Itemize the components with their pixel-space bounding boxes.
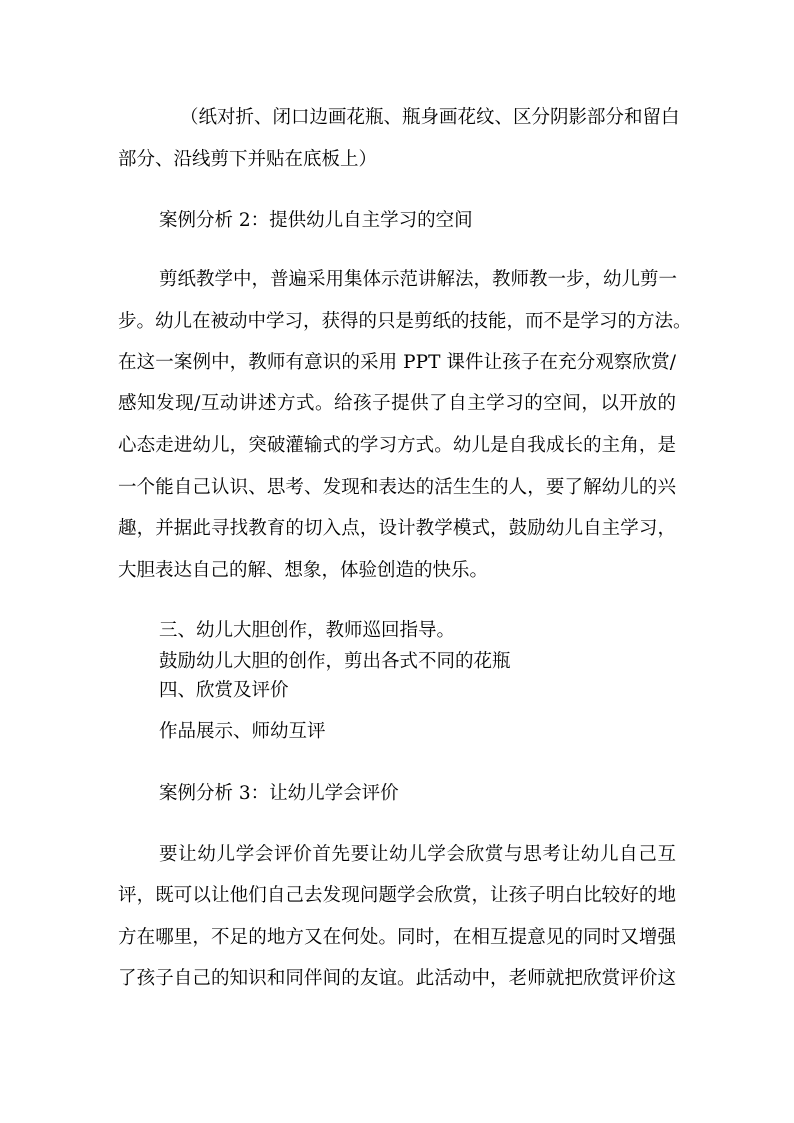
step-4-text: 作品展示、师幼互评	[159, 721, 326, 742]
case-2-line-4: 感知发现/互动讲述方式。给孩子提供了自主学习的空间，以开放的	[118, 393, 676, 414]
intro-line-2: 部分、沿线剪下并贴在底板上）	[118, 149, 378, 170]
case-2-line-6: 一个能自己认识、思考、发现和表达的活生生的人，要了解幼儿的兴	[118, 477, 676, 498]
intro-line-1: （纸对折、闭口边画花瓶、瓶身画花纹、区分阴影部分和留白	[180, 107, 680, 128]
case-2-line-2: 步。幼儿在被动中学习，获得的只是剪纸的技能，而不是学习的方法。	[118, 311, 692, 332]
case-3-heading: 案例分析 3：让幼儿学会评价	[159, 783, 399, 804]
step-4-heading: 四、欣赏及评价	[159, 680, 289, 701]
case-2-line-1: 剪纸教学中，普遍采用集体示范讲解法，教师教一步，幼儿剪一	[159, 269, 678, 290]
case-3-line-2: 评，既可以让他们自己去发现问题学会欣赏，让孩子明白比较好的地	[118, 885, 676, 906]
case-3-line-4: 了孩子自己的知识和同伴间的友谊。此活动中，老师就把欣赏评价这	[118, 968, 676, 989]
case-2-line-5: 心态走进幼儿，突破灌输式的学习方式。幼儿是自我成长的主角，是	[118, 435, 676, 456]
case-2-line-8: 大胆表达自己的解、想象，体验创造的快乐。	[118, 560, 489, 581]
case-3-line-3: 方在哪里，不足的地方又在何处。同时，在相互提意见的同时又增强	[118, 927, 676, 948]
case-3-line-1: 要让幼儿学会评价首先要让幼儿学会欣赏与思考让幼儿自己互	[159, 844, 676, 865]
case-2-line-3: 在这一案例中，教师有意识的采用 PPT 课件让孩子在充分观察欣赏/	[118, 352, 676, 373]
step-3-text: 鼓励幼儿大胆的创作，剪出各式不同的花瓶	[159, 651, 511, 672]
step-3-heading: 三、幼儿大胆创作，教师巡回指导。	[159, 620, 456, 641]
case-2-heading: 案例分析 2：提供幼儿自主学习的空间	[159, 210, 473, 231]
case-2-line-7: 趣，并据此寻找教育的切入点，设计教学模式，鼓励幼儿自主学习，	[118, 518, 676, 539]
